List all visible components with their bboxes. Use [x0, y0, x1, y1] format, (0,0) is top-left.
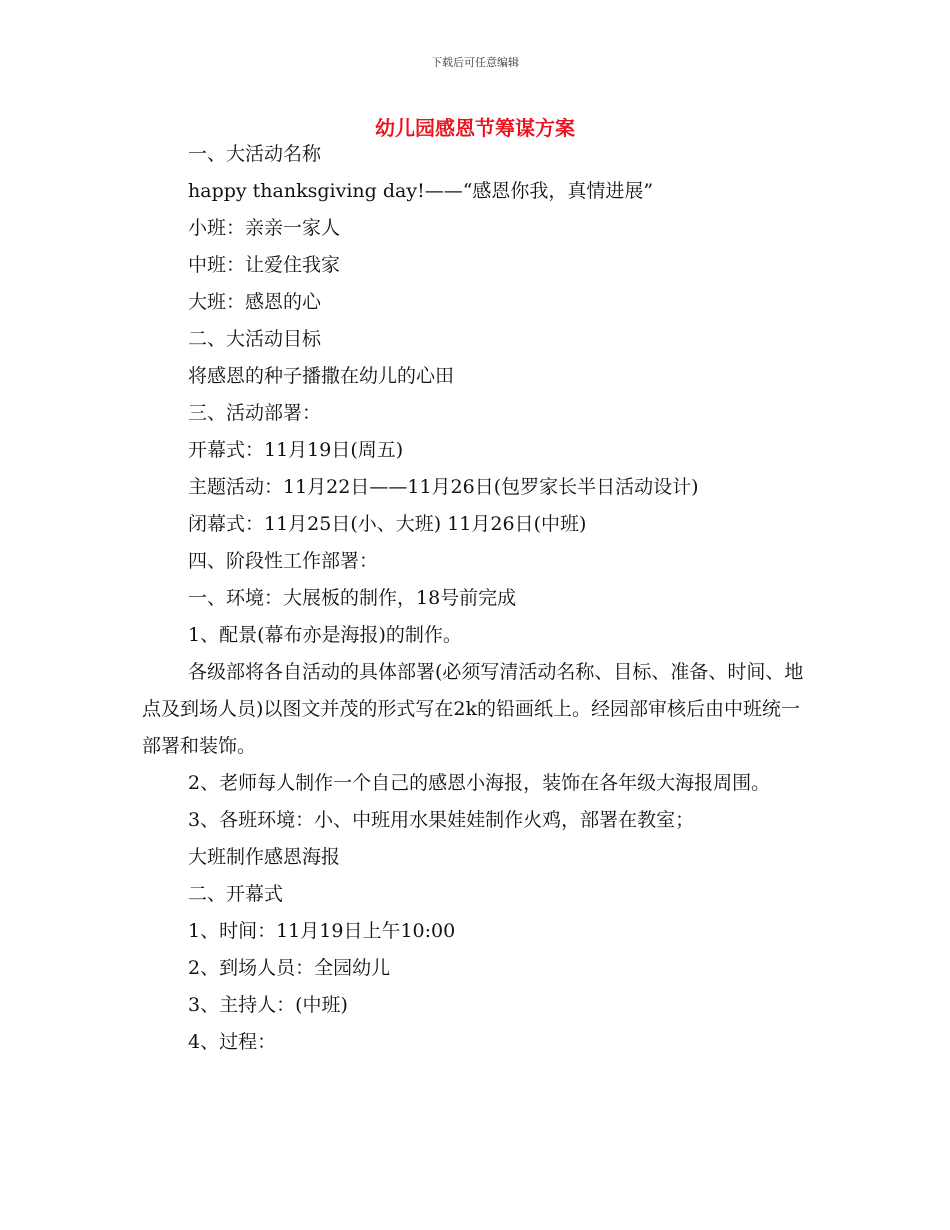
- large-class-poster: 大班制作感恩海报: [188, 846, 341, 868]
- opening-process: 4、过程：: [188, 1031, 277, 1053]
- heading-activity-arrangement: 三、活动部署：: [188, 402, 322, 424]
- heading-opening-ceremony: 二、开幕式: [188, 883, 284, 905]
- heading-activity-name: 一、大活动名称: [188, 143, 322, 165]
- document-title: 幼儿园感恩节筹谋方案: [375, 116, 575, 140]
- heading-stage-work: 四、阶段性工作部署：: [188, 550, 379, 572]
- opening-attendees: 2、到场人员：全园幼儿: [188, 957, 391, 979]
- document-body: [142, 136, 812, 1061]
- opening-host: 3、主持人：(中班): [188, 994, 348, 1016]
- background-item: 1、配景(幕布亦是海报)的制作。: [188, 624, 462, 646]
- heading-activity-goal: 二、大活动目标: [188, 328, 322, 350]
- middle-class-theme: 中班：让爱住我家: [188, 254, 341, 276]
- page-header-note: 下载后可任意编辑: [431, 56, 519, 69]
- activity-goal: 将感恩的种子播撒在幼儿的心田: [188, 365, 455, 387]
- closing-ceremony-date: 闭幕式：11月25日(小、大班) 11月26日(中班): [188, 513, 587, 535]
- theme-activity-date: 主题活动：11月22日——11月26日(包罗家长半日活动设计): [188, 476, 699, 498]
- large-class-theme: 大班：感恩的心: [188, 291, 322, 313]
- class-environment-item: 3、各班环境：小、中班用水果娃娃制作火鸡，部署在教室；: [188, 809, 695, 831]
- opening-ceremony-date: 开幕式：11月19日(周五): [188, 439, 404, 461]
- opening-time: 1、时间：11月19日上午10:00: [188, 920, 456, 942]
- arrangement-paragraph: 各级部将各自活动的具体部署(必须写清活动名称、目标、准备、时间、地点及到场人员)以图文并茂的形式写在2k的铅画纸上。经园部审核后由中班统一部署和装饰。: [142, 661, 804, 757]
- environment-item: 一、环境：大展板的制作，18号前完成: [188, 587, 517, 609]
- small-class-theme: 小班：亲亲一家人: [188, 217, 341, 239]
- teacher-poster-paragraph: 2、老师每人制作一个自己的感恩小海报，装饰在各年级大海报周围。: [188, 772, 771, 794]
- activity-theme: happy thanksgiving day!——“感恩你我，真情进展”: [188, 180, 654, 202]
